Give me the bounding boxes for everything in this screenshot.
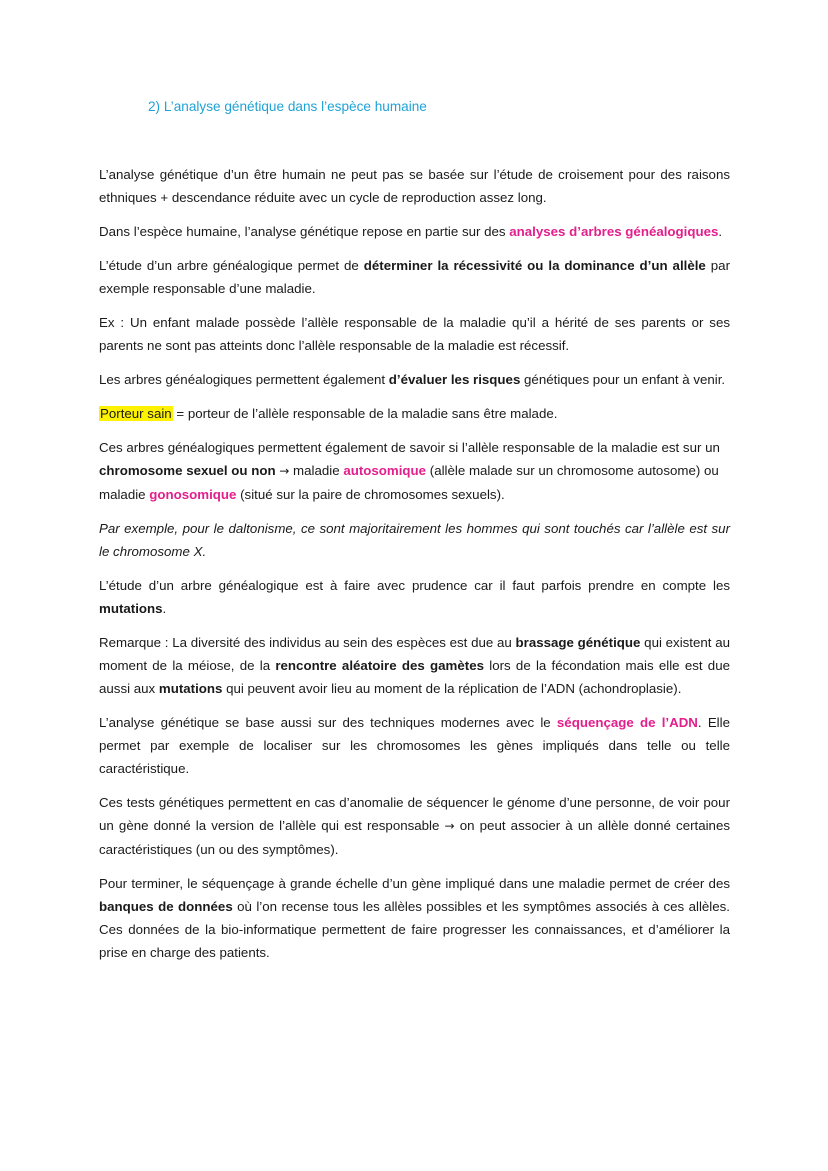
- keyword-arbres-genealogiques: analyses d’arbres généalogiques: [509, 224, 719, 239]
- keyword-brassage: brassage génétique: [515, 635, 641, 650]
- paragraph-risques: Les arbres généalogiques permettent également d’évaluer les risques génétiques pour un enfant à venir.: [99, 372, 726, 387]
- paragraph-porteur-sain: Porteur sain = porteur de l’allèle responsable de la maladie sans être malade.: [100, 406, 558, 421]
- paragraph-remarque: Remarque : La diversité des individus au sein des espèces est due au brassage génétique qui existent au moment de la méiose, de la rencontre aléatoire des gamètes lors de la fécondation mais elle est due aussi aux mutations qui peuvent avoir lieu au moment de la réplication de l’ADN (achondroplasie).: [99, 635, 730, 696]
- paragraph-arbres: Dans l’espèce humaine, l’analyse génétique repose en partie sur des analyses d’arbres généalogiques.: [99, 224, 723, 239]
- paragraph-daltonisme: Par exemple, pour le daltonisme, ce sont majoritairement les hommes qui sont touchés car l’allèle est sur le chromosome X.: [99, 521, 730, 559]
- paragraph-tests: Ces tests génétiques permettent en cas d’anomalie de séquencer le génome d’une personne, de voir pour un gène donné la version de l’allèle qui est responsable → on peut associer à un allèle donné certaines caractéristiques (un ou des symptômes).: [99, 795, 730, 857]
- paragraph-exemple: Ex : Un enfant malade possède l’allèle responsable de la maladie qu’il a hérité de ses parents or ses parents ne sont pas atteints donc l’allèle responsable de la maladie est récessif.: [99, 315, 730, 353]
- keyword-gonosomique: gonosomique: [149, 487, 237, 502]
- paragraph-prudence: L’étude d’un arbre généalogique est à faire avec prudence car il faut parfois prendre en compte les mutations.: [99, 578, 730, 616]
- keyword-risques: d’évaluer les risques: [388, 372, 521, 387]
- arrow-right-icon: →: [279, 464, 290, 478]
- keyword-mutations: mutations: [99, 601, 163, 616]
- paragraph-intro: L’analyse génétique d’un être humain ne peut pas se basée sur l’étude de croisement pour des raisons ethniques + descendance réduite avec un cycle de reproduction assez long.: [99, 167, 730, 205]
- document-body: [99, 163, 730, 975]
- paragraph-conclusion: Pour terminer, le séquençage à grande échelle d’un gène impliqué dans une maladie permet de créer des banques de données où l’on recense tous les allèles possibles et les symptômes associés à ces allèles. Ces données de la bio-informatique permettent de faire progresser les connaissances, et d’améliorer la prise en charge des patients.: [99, 876, 730, 960]
- section-heading: 2) L’analyse génétique dans l’espèce humaine: [148, 99, 427, 114]
- paragraph-chromosome: Ces arbres généalogiques permettent également de savoir si l’allèle responsable de la maladie est sur un chromosome sexuel ou non → maladie autosomique (allèle malade sur un chromosome autosome) ou maladie gonosomique (situé sur la paire de chromosomes sexuels).: [99, 440, 720, 502]
- highlight-porteur-sain: Porteur sain: [100, 406, 172, 421]
- keyword-recessivite: déterminer la récessivité ou la dominance d’un allèle: [363, 258, 706, 273]
- keyword-autosomique: autosomique: [343, 463, 427, 478]
- keyword-banques: banques de données: [99, 899, 233, 914]
- paragraph-recessivite: L’étude d’un arbre généalogique permet de déterminer la récessivité ou la dominance d’un allèle par exemple responsable d’une maladie.: [99, 258, 730, 296]
- keyword-sequencage: séquençage de l’ADN: [556, 715, 698, 730]
- arrow-right-icon: →: [444, 819, 455, 833]
- keyword-mutations-2: mutations: [158, 681, 223, 696]
- paragraph-sequencage: L’analyse génétique se base aussi sur des techniques modernes avec le séquençage de l’ADN. Elle permet par exemple de localiser sur les chromosomes les gènes impliqués dans telle ou telle caractéristique.: [99, 715, 730, 776]
- keyword-rencontre: rencontre aléatoire des gamètes: [275, 658, 484, 673]
- keyword-chromosome-sexuel: chromosome sexuel ou non: [99, 463, 276, 478]
